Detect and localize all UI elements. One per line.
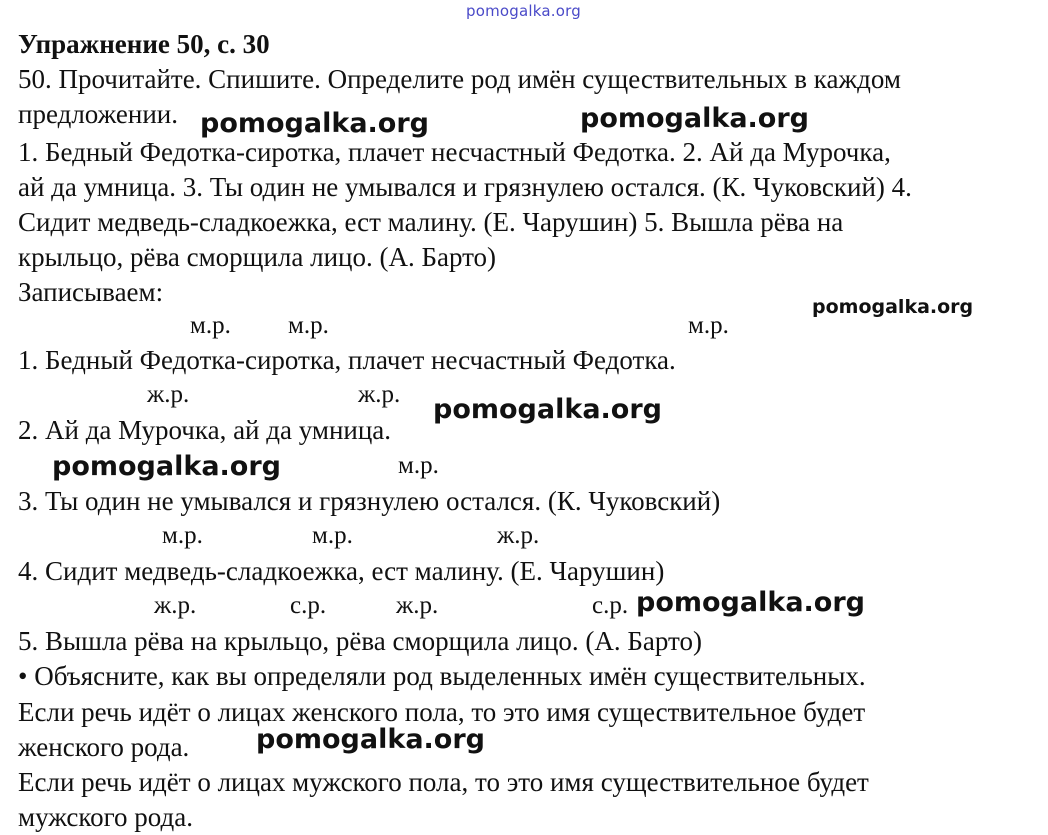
explain-line-2: Если речь идёт о лицах женского пола, то это имя существительное будет	[18, 697, 866, 727]
gender-mark: м.р.	[398, 452, 439, 479]
explain-line-4: Если речь идёт о лицах мужского пола, то это имя существительное будет	[18, 767, 869, 797]
text-line-1: 1. Бедный Федотка-сиротка, плачет несчастный Федотка. 2. Ай да Мурочка,	[18, 137, 891, 167]
watermark: pomogalka.org	[200, 108, 429, 139]
gender-mark: с.р.	[592, 592, 629, 619]
explain-line-3: женского рода.	[18, 732, 190, 762]
watermark: pomogalka.org	[636, 587, 865, 618]
watermark: pomogalka.org	[580, 103, 809, 134]
gender-mark: ж.р.	[358, 381, 401, 408]
gender-mark: с.р.	[290, 592, 327, 619]
text-line-2: ай да умница. 3. Ты один не умывался и грязнулею остался. (К. Чуковский) 4.	[18, 172, 912, 202]
exercise-title: Упражнение 50, с. 30	[18, 29, 270, 59]
watermark: pomogalka.org	[812, 296, 974, 318]
sentence-4: 4. Сидит медведь-сладкоежка, ест малину. (Е. Чарушин)	[18, 556, 665, 586]
text-line-4: крыльцо, рёва сморщила лицо. (А. Барто)	[18, 242, 497, 272]
sentence-1: 1. Бедный Федотка-сиротка, плачет несчастный Федотка.	[18, 345, 676, 375]
sentence-2: 2. Ай да Мурочка, ай да умница.	[18, 415, 392, 445]
watermark: pomogalka.org	[256, 724, 485, 755]
gender-mark: м.р.	[162, 522, 203, 549]
gender-mark: ж.р.	[497, 522, 540, 549]
gender-mark: м.р.	[190, 312, 231, 339]
sentence-3: 3. Ты один не умывался и грязнулею остался. (К. Чуковский)	[18, 486, 721, 516]
gender-mark: м.р.	[312, 522, 353, 549]
task-line-2: предложении.	[18, 99, 178, 129]
write-label: Записываем:	[18, 277, 164, 307]
task-line-1: 50. Прочитайте. Спишите. Определите род имён существительных в каждом	[18, 64, 901, 94]
gender-mark: м.р.	[288, 312, 329, 339]
watermark: pomogalka.org	[433, 394, 662, 425]
gender-mark: м.р.	[688, 312, 729, 339]
gender-mark: ж.р.	[396, 592, 439, 619]
site-header[interactable]: pomogalka.org	[466, 2, 581, 20]
gender-mark: ж.р.	[154, 592, 197, 619]
explain-line-1: • Объясните, как вы определяли род выделенных имён существительных.	[18, 661, 866, 691]
explain-line-5: мужского рода.	[18, 802, 193, 832]
text-line-3: Сидит медведь-сладкоежка, ест малину. (Е. Чарушин) 5. Вышла рёва на	[18, 207, 844, 237]
watermark: pomogalka.org	[52, 451, 281, 482]
gender-mark: ж.р.	[147, 381, 190, 408]
sentence-5: 5. Вышла рёва на крыльцо, рёва сморщила лицо. (А. Барто)	[18, 626, 702, 656]
